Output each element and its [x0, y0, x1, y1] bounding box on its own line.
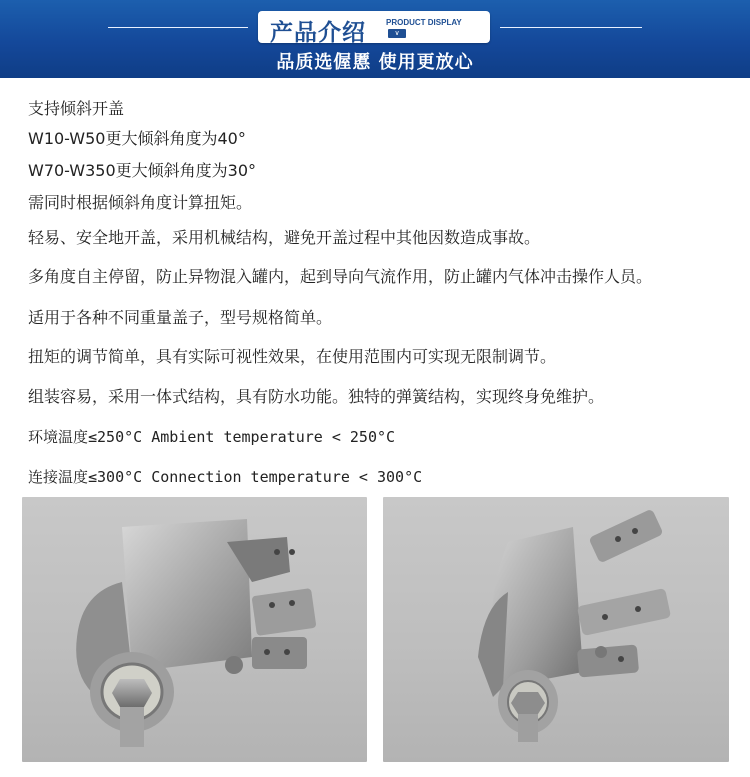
- page-title-en: PRODUCT DISPLAY: [386, 18, 462, 27]
- hinge-illustration: [383, 497, 729, 762]
- page-title: 产品介绍: [270, 20, 366, 46]
- feature-line: 多角度自主停留，防止异物混入罐内，起到导向气流作用，防止罐内气体冲击操作人员。: [28, 267, 653, 286]
- feature-line: 环境温度≤250°C Ambient temperature < 250°C: [28, 428, 396, 446]
- feature-line: 支持倾斜开盖: [28, 99, 125, 118]
- feature-line: 需同时根据倾斜角度计算扭矩。: [28, 193, 253, 212]
- feature-line: 适用于各种不同重量盖子，型号规格简单。: [28, 308, 333, 327]
- product-photo-left: [22, 497, 367, 762]
- chevron-down-icon: ∨: [388, 29, 406, 38]
- feature-line: 组装容易，采用一体式结构，具有防水功能。独特的弹簧结构，实现终身免维护。: [28, 387, 605, 406]
- title-badge: [258, 11, 490, 46]
- feature-line: 轻易、安全地开盖，采用机械结构，避免开盖过程中其他因数造成事故。: [28, 228, 541, 247]
- hinge-illustration: [22, 497, 367, 762]
- feature-line: 连接温度≤300°C Connection temperature < 300°C: [28, 468, 423, 486]
- feature-line: W10-W50更大倾斜角度为40°: [28, 129, 246, 148]
- banner-divider-right: [500, 27, 642, 28]
- header-banner: [0, 0, 750, 78]
- feature-line: W70-W350更大倾斜角度为30°: [28, 161, 257, 180]
- slogan: 品质选偓慝 使用更放心: [276, 52, 474, 73]
- banner-divider-left: [108, 27, 248, 28]
- product-photo-right: [383, 497, 729, 762]
- feature-line: 扭矩的调节简单，具有实际可视性效果，在使用范围内可实现无限制调节。: [28, 347, 557, 366]
